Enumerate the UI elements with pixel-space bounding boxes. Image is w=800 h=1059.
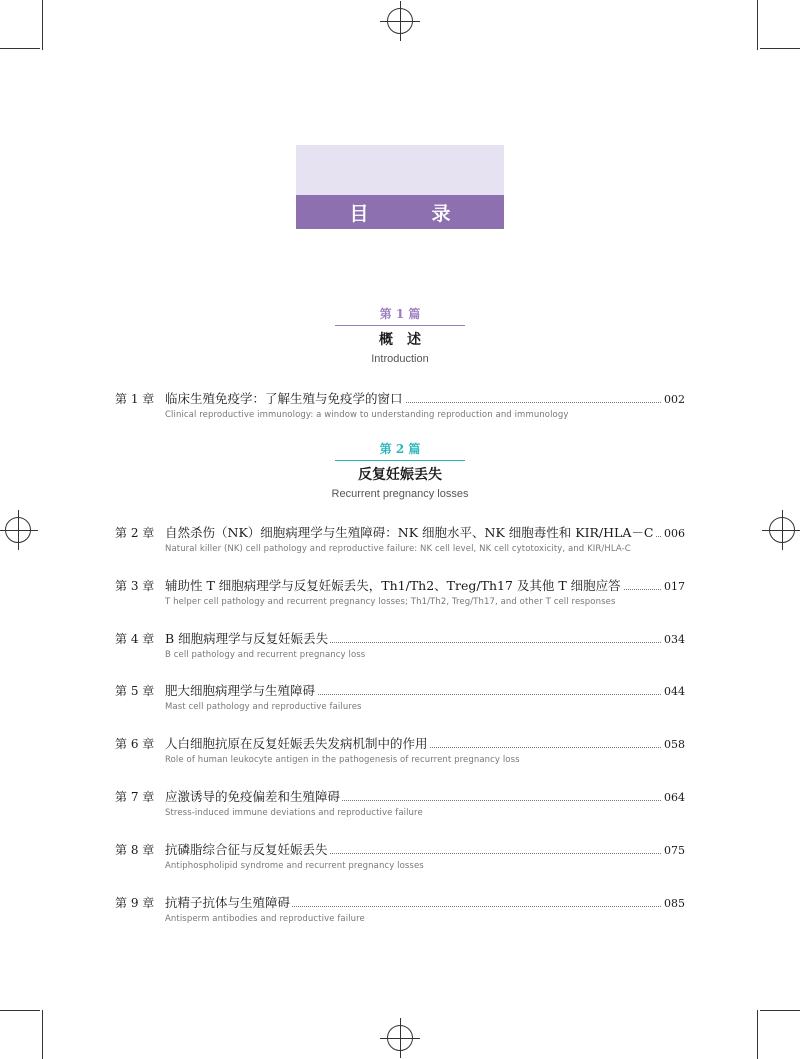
title-block-top — [296, 145, 504, 195]
part-subtitle: Recurrent pregnancy losses — [331, 488, 469, 500]
crop-mark — [42, 0, 43, 50]
part-title: 概 述 — [379, 332, 421, 348]
chapter-title[interactable]: 自然杀伤（NK）细胞病理学与生殖障碍：NK 细胞水平、NK 细胞毒性和 KIR/HLA－C — [165, 525, 654, 540]
page-number[interactable]: 075 — [664, 844, 685, 857]
toc-entry[interactable] — [115, 683, 685, 719]
chapter-number: 第 7 章 — [115, 790, 155, 804]
toc-entry[interactable] — [115, 842, 685, 878]
part-label: 第 2 篇 — [379, 442, 421, 456]
crop-mark — [42, 1010, 43, 1059]
registration-mark-icon — [769, 517, 795, 543]
crop-mark — [760, 1010, 800, 1011]
chapter-title[interactable]: 临床生殖免疫学：了解生殖与免疫学的窗口 — [165, 391, 403, 406]
part-label: 第 1 篇 — [379, 307, 421, 321]
crop-mark — [757, 1010, 758, 1059]
chapter-english-title: Stress-induced immune deviations and reproductive failure — [165, 808, 423, 818]
chapter-title[interactable]: 抗磷脂综合征与反复妊娠丢失 — [165, 842, 328, 857]
chapter-english-title: B cell pathology and recurrent pregnancy loss — [165, 650, 366, 660]
page-number[interactable]: 034 — [664, 633, 685, 646]
page-number[interactable]: 044 — [664, 685, 685, 698]
part-title: 反复妊娠丢失 — [358, 467, 442, 483]
registration-mark-icon — [387, 1025, 413, 1051]
chapter-number: 第 3 章 — [115, 579, 155, 593]
chapter-title[interactable]: 应激诱导的免疫偏差和生殖障碍 — [165, 789, 341, 804]
page-number[interactable]: 085 — [664, 897, 685, 910]
chapter-number: 第 4 章 — [115, 632, 155, 646]
chapter-english-title: Clinical reproductive immunology: a window to understanding reproduction and immunology — [165, 410, 569, 420]
crop-mark — [757, 0, 758, 50]
toc-entry[interactable] — [115, 736, 685, 772]
chapter-english-title: Role of human leukocyte antigen in the pathogenesis of recurrent pregnancy loss — [165, 755, 520, 765]
chapter-title[interactable]: 辅助性 T 细胞病理学与反复妊娠丢失，Th1/Th2、Treg/Th17 及其他 T 细胞应答 — [165, 578, 621, 593]
page-number[interactable]: 017 — [664, 580, 685, 593]
registration-mark-icon — [387, 8, 413, 34]
chapter-title[interactable]: B 细胞病理学与反复妊娠丢失 — [165, 631, 329, 646]
part-rule — [335, 325, 465, 326]
toc-entry[interactable] — [115, 789, 685, 825]
toc-entry[interactable] — [115, 578, 685, 614]
chapter-title[interactable]: 肥大细胞病理学与生殖障碍 — [165, 683, 316, 698]
chapter-number: 第 2 章 — [115, 526, 155, 540]
part-1-header — [0, 306, 800, 366]
chapter-english-title: Antisperm antibodies and reproductive failure — [165, 914, 365, 924]
toc-entry[interactable] — [115, 525, 685, 561]
chapter-english-title: Mast cell pathology and reproductive failures — [165, 702, 362, 712]
chapter-title[interactable]: 抗精子抗体与生殖障碍 — [165, 895, 291, 910]
page-number[interactable]: 064 — [664, 791, 685, 804]
chapter-number: 第 9 章 — [115, 896, 155, 910]
page-number[interactable]: 002 — [664, 393, 685, 406]
chapter-number: 第 6 章 — [115, 737, 155, 751]
registration-mark-icon — [5, 517, 31, 543]
page-number[interactable]: 058 — [664, 738, 685, 751]
part-subtitle: Introduction — [371, 353, 429, 365]
chapter-english-title: T helper cell pathology and recurrent pregnancy losses; Th1/Th2, Treg/Th17, and other T cell responses — [165, 597, 616, 607]
chapter-english-title: Natural killer (NK) cell pathology and reproductive failure: NK cell level, NK cell cytotoxicity, and KIR/HLA-C — [165, 544, 631, 554]
toc-title: 目 录 — [296, 195, 504, 229]
chapter-number: 第 8 章 — [115, 843, 155, 857]
crop-mark — [0, 48, 40, 49]
toc-entry[interactable] — [115, 391, 685, 427]
part-rule — [335, 460, 465, 461]
chapter-english-title: Antiphospholipid syndrome and recurrent pregnancy losses — [165, 861, 424, 871]
chapter-title[interactable]: 人白细胞抗原在反复妊娠丢失发病机制中的作用 — [165, 736, 428, 751]
page-number[interactable]: 006 — [664, 527, 685, 540]
part-2-header — [0, 441, 800, 501]
chapter-number: 第 1 章 — [115, 392, 155, 406]
chapter-number: 第 5 章 — [115, 684, 155, 698]
crop-mark — [760, 48, 800, 49]
toc-entry[interactable] — [115, 895, 685, 931]
toc-entry[interactable] — [115, 631, 685, 667]
crop-mark — [0, 1010, 40, 1011]
